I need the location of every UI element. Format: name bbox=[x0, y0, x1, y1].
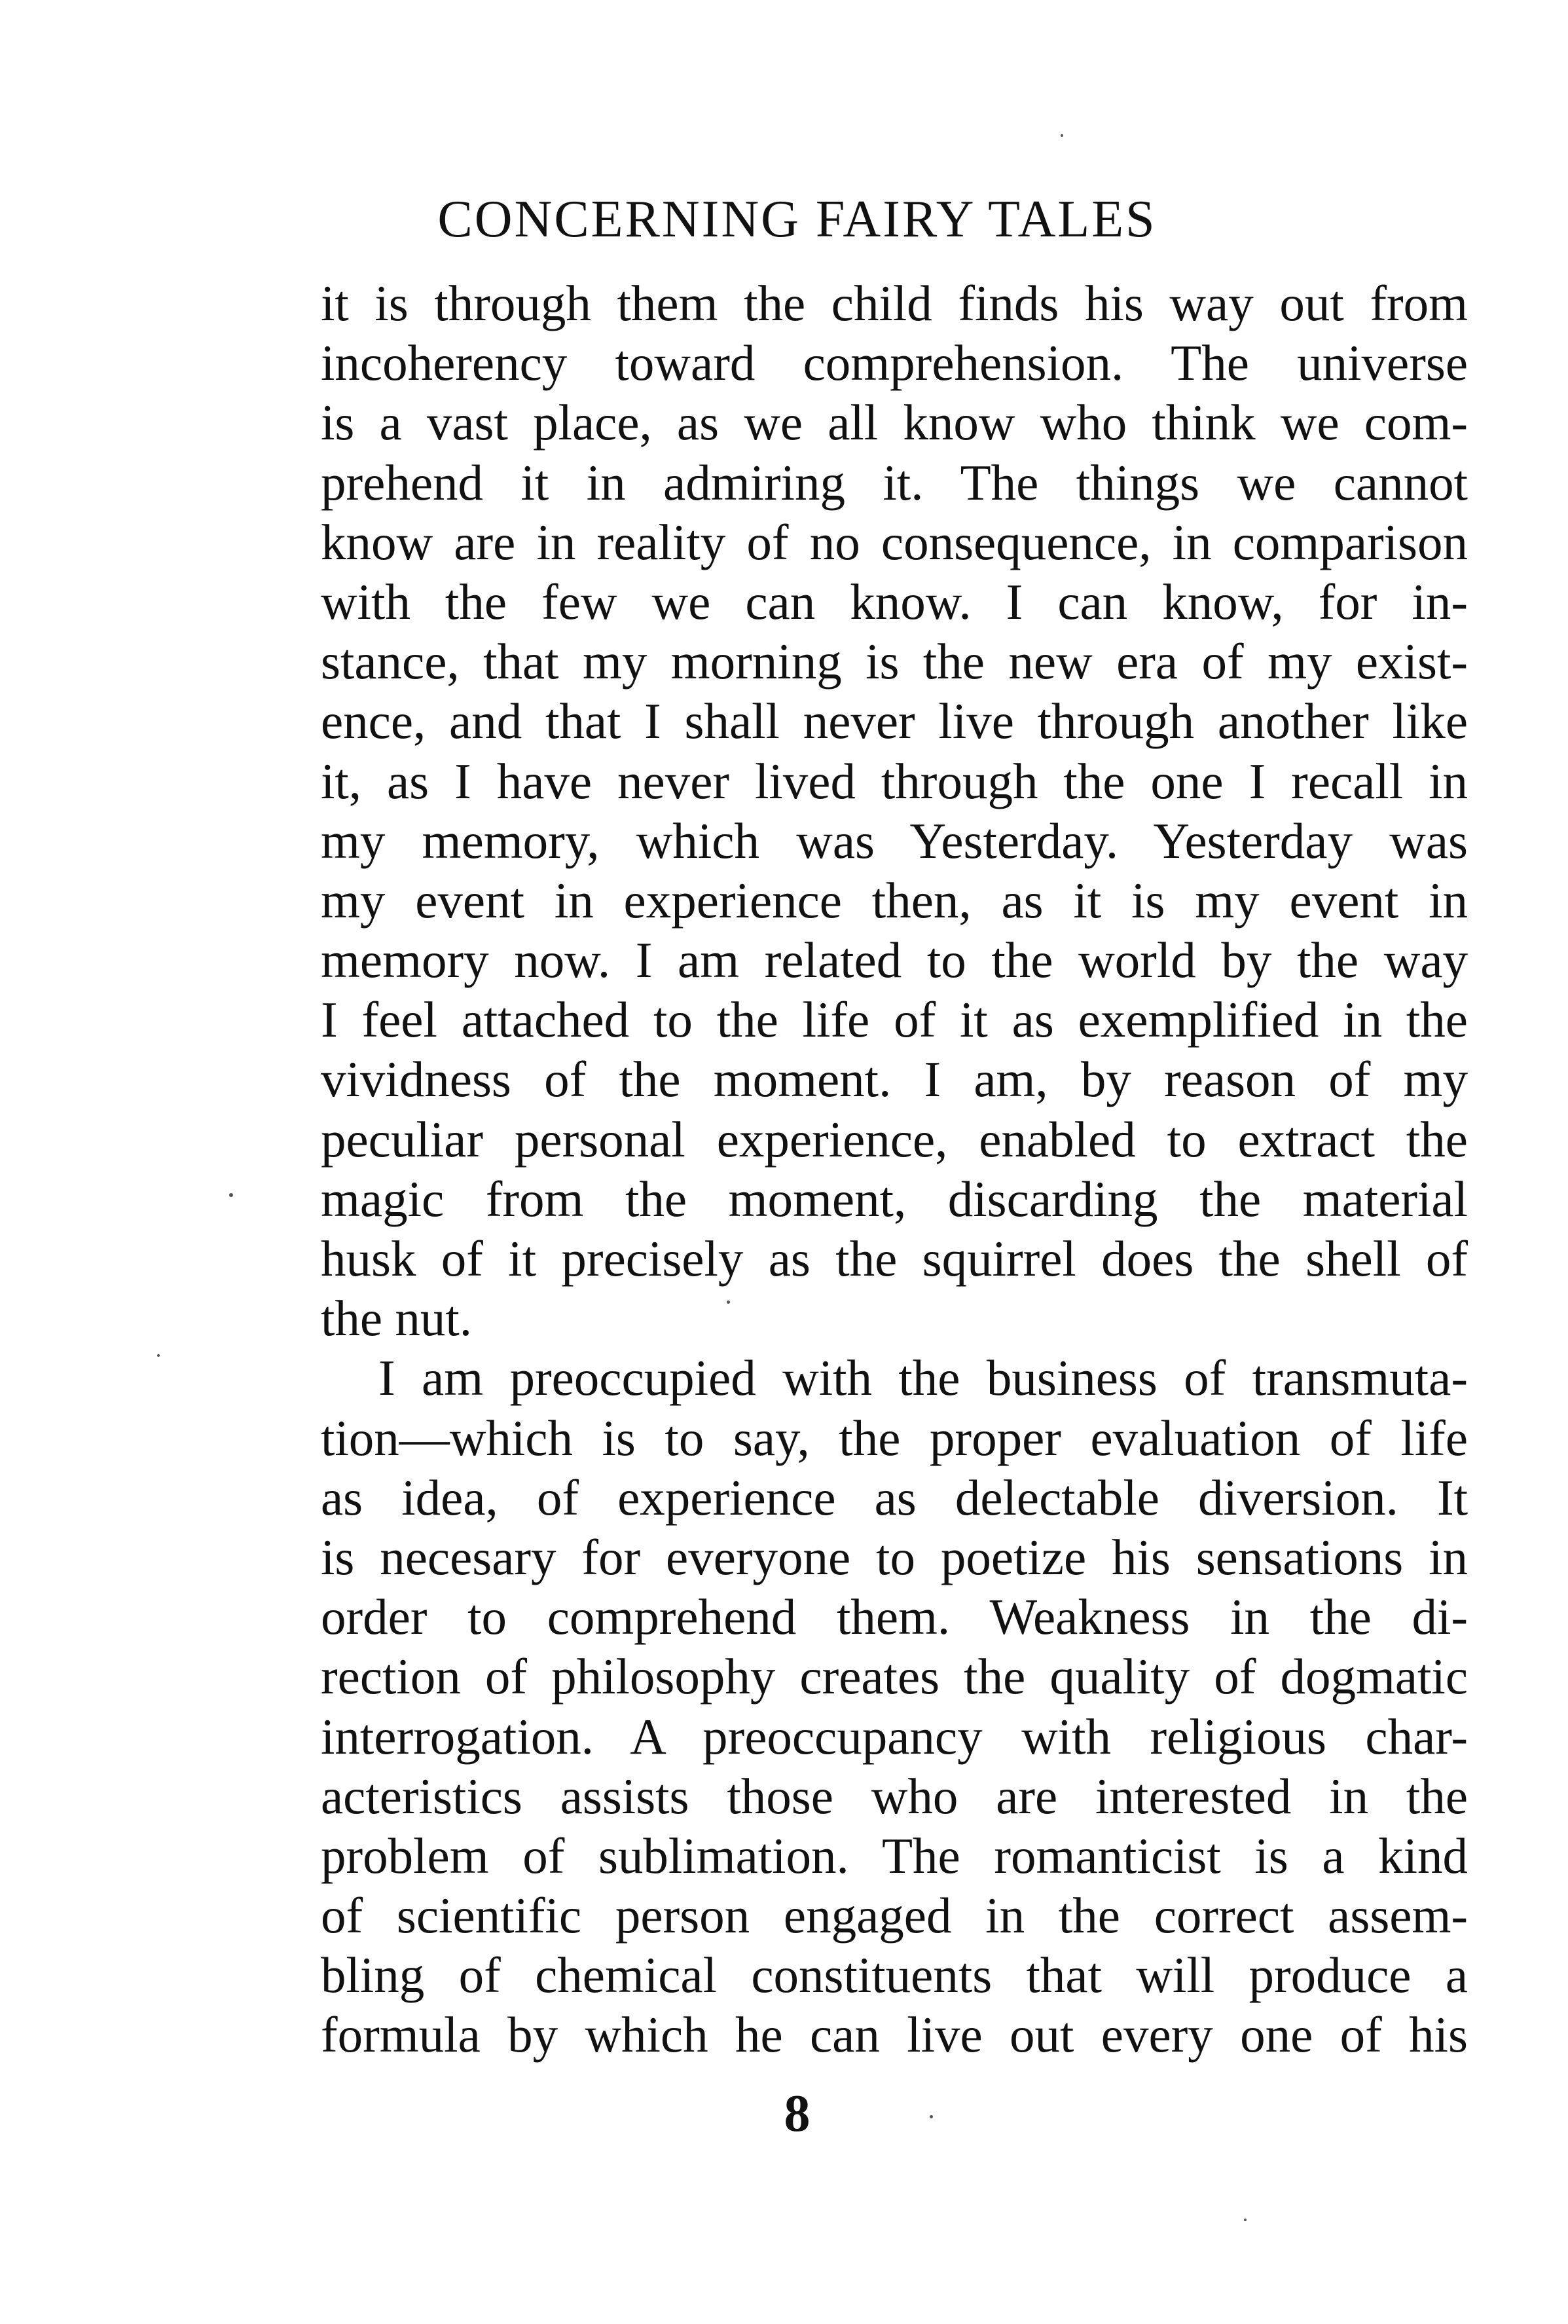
text-line: know are in reality of no consequence, in comparison bbox=[321, 513, 1468, 570]
text-line: it is through them the child finds his way out from bbox=[321, 275, 1468, 331]
text-line: vividness of the moment. I am, by reason of my bbox=[321, 1051, 1468, 1108]
text-line: with the few we can know. I can know, for in- bbox=[321, 573, 1468, 630]
text-line: problem of sublimation. The romanticist is a kind bbox=[321, 1827, 1468, 1884]
text-line: is necesary for everyone to poetize his sensations in bbox=[321, 1528, 1468, 1585]
text-line: bling of chemical constituents that will produce a bbox=[321, 1947, 1468, 2004]
text-line: magic from the moment, discarding the material bbox=[321, 1170, 1468, 1227]
text-line: tion—which is to say, the proper evaluation of life bbox=[321, 1409, 1468, 1466]
scan-speck bbox=[930, 2115, 933, 2118]
running-head: CONCERNING FAIRY TALES bbox=[437, 191, 1157, 248]
text-line: prehend it in admiring it. The things we cannot bbox=[321, 454, 1468, 511]
text-line: is a vast place, as we all know who think we com- bbox=[321, 394, 1468, 451]
text-line: order to comprehend them. Weakness in the di- bbox=[321, 1589, 1468, 1646]
text-line: peculiar personal experience, enabled to extract the bbox=[321, 1111, 1468, 1168]
scan-speck bbox=[1244, 2219, 1247, 2221]
scan-speck bbox=[727, 1300, 730, 1304]
text-line: formula by which he can live out every one of his bbox=[321, 2006, 1468, 2063]
text-line: of scientific person engaged in the correct assem- bbox=[321, 1887, 1468, 1944]
text-line: husk of it precisely as the squirrel does the shell of bbox=[321, 1230, 1468, 1287]
text-line: stance, that my morning is the new era of my exist- bbox=[321, 633, 1468, 690]
text-line: my event in experience then, as it is my event in bbox=[321, 872, 1468, 929]
text-line: incoherency toward comprehension. The universe bbox=[321, 335, 1468, 392]
text-line: interrogation. A preoccupancy with religious char- bbox=[321, 1708, 1468, 1765]
text-line: it, as I have never lived through the one I recall in bbox=[321, 752, 1468, 809]
scan-speck bbox=[157, 1354, 160, 1357]
text-line: I feel attached to the life of it as exemplified in the bbox=[321, 991, 1468, 1048]
text-line: memory now. I am related to the world by the way bbox=[321, 932, 1468, 989]
text-line: as idea, of experience as delectable diversion. It bbox=[321, 1469, 1468, 1526]
text-line: ence, and that I shall never live through another like bbox=[321, 693, 1468, 750]
scan-speck bbox=[1061, 134, 1063, 137]
body-text bbox=[321, 274, 1468, 2065]
text-line: rection of philosophy creates the quality of dogmatic bbox=[321, 1648, 1468, 1705]
scan-speck bbox=[229, 1193, 233, 1197]
text-line: my memory, which was Yesterday. Yesterday was bbox=[321, 812, 1468, 869]
text-line: acteristics assists those who are interested in the bbox=[321, 1767, 1468, 1824]
text-line: the nut. bbox=[321, 1290, 472, 1347]
text-line: I am preoccupied with the business of transmuta- bbox=[378, 1350, 1468, 1407]
page-number: 8 bbox=[784, 2085, 811, 2143]
